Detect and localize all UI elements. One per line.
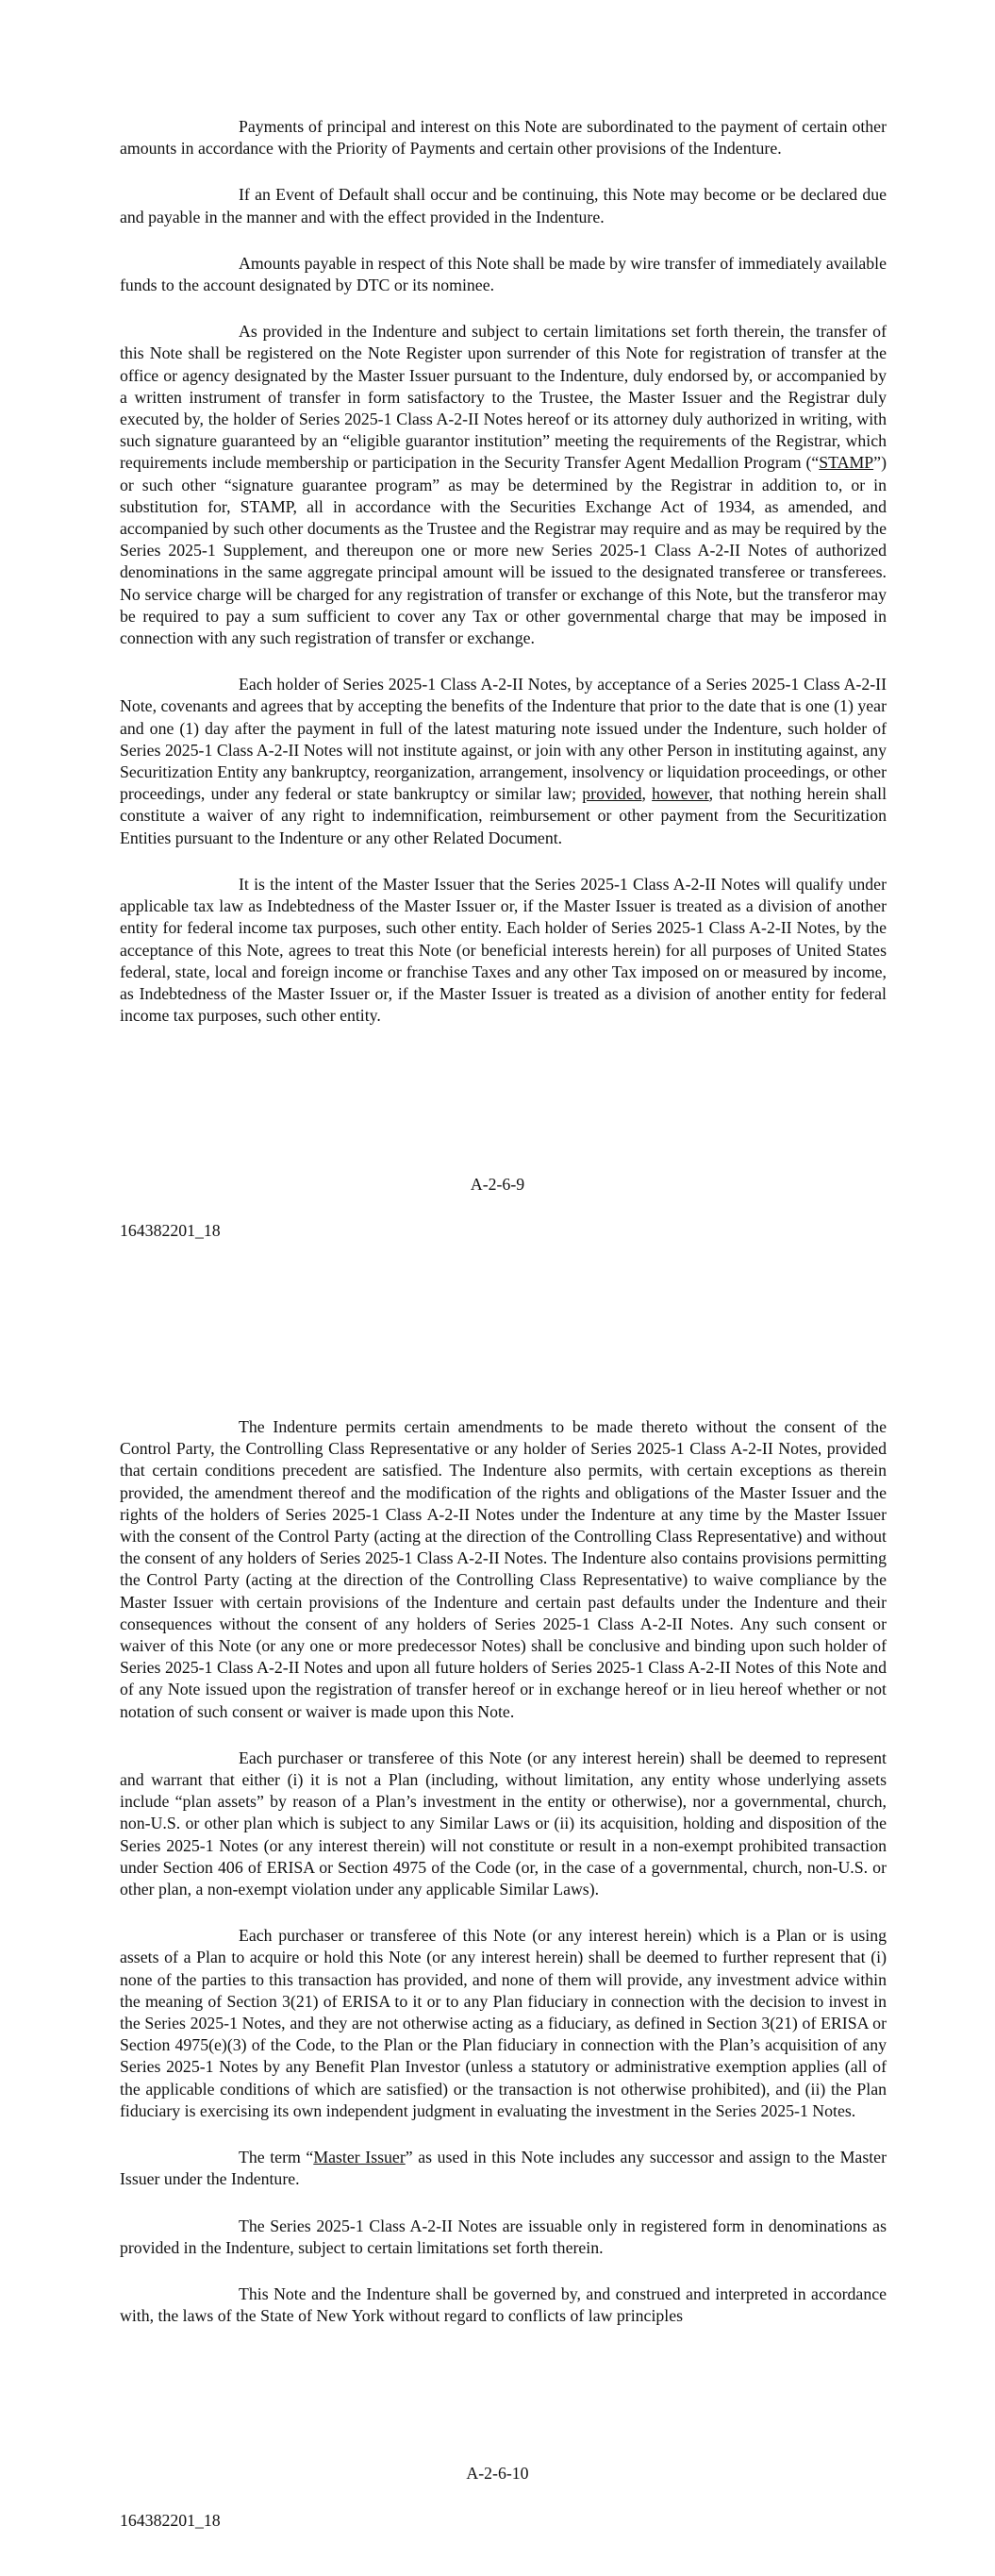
text-segment: ” as used in this Note includes any successor and assign to the Master Issuer under the Indenture.	[120, 2148, 887, 2189]
paragraph-governing-law: This Note and the Indenture shall be governed by, and construed and interpreted in accordance with, the laws of the State of New York without regard to conflicts of law principles	[120, 2283, 887, 2326]
paragraph-amendments: The Indenture permits certain amendments to be made thereto without the consent of the Control Party, the Controlling Class Representative or any holder of Series 2025-1 Class A-2-II Notes, provided that certain conditions precedent are satisfied. The Indenture also permits, with certain exceptions as therein provided, the amendment thereof and the modification of the rights and obligations of the Master Issuer and the rights of the holders of Series 2025-1 Class A-2-II Notes under the Indenture at any time by the Master Issuer with the consent of the Control Party (acting at the direction of the Controlling Class Representative) and without the consent of any holders of Series 2025-1 Class A-2-II Notes. The Indenture also contains provisions permitting the Control Party (acting at the direction of the Controlling Class Representative) to waive compliance by the Master Issuer with certain provisions of the Indenture and certain past defaults under the Indenture and their consequences without the consent of any holders of Series 2025-1 Class A-2-II Notes. Any such consent or waiver of this Note (or any one or more predecessor Notes) shall be conclusive and binding upon such holder of Series 2025-1 Class A-2-II Notes and upon all future holders of Series 2025-1 Class A-2-II Notes of this Note and of any Note issued upon the registration of transfer hereof or in exchange hereof or in lieu hereof whether or not notation of such consent or waiver is made upon this Note.	[120, 1417, 887, 1721]
defined-term-master-issuer: Master Issuer	[313, 2148, 406, 2167]
paragraph-registered-form: The Series 2025-1 Class A-2-II Notes are issuable only in registered form in denominations as provided in the Indenture, subject to certain limitations set forth therein.	[120, 2216, 887, 2257]
page-body	[120, 116, 887, 1051]
paragraph-erisa-representation: Each purchaser or transferee of this Note (or any interest herein) shall be deemed to represent and warrant that either (i) it is not a Plan (including, without limitation, any entity whose underlying assets include “plan assets” by reason of a Plan’s investment in the entity or otherwise), nor a governmental, church, non-U.S. or other plan which is subject to any Similar Laws or (ii) its acquisition, holding and disposition of the Series 2025-1 Notes (or any interest therein) will not constitute or result in a non-exempt prohibited transaction under Section 406 of ERISA or Section 4975 of the Code (or, in the case of a governmental, church, non-U.S. or other plan, a non-exempt violation under any applicable Similar Laws).	[120, 1748, 887, 1899]
paragraph-subordination: Payments of principal and interest on this Note are subordinated to the payment of certain other amounts in accordance with the Priority of Payments and certain other provisions of the Indenture.	[120, 117, 887, 159]
defined-term-stamp: STAMP	[819, 453, 874, 473]
text-segment: Each holder of Series 2025-1 Class A-2-II Notes, by acceptance of a Series 2025-1 Class A-2-II Note, covenants and agrees that by accepting the benefits of the Indenture that prior to the date that is one (1) year and one (1) day after the payment in full of the latest maturing note issued under the Indenture, such holder of Series 2025-1 Class A-2-II Notes will not institute against, or join with any other Person in instituting against, any Securitization Entity any bankruptcy, reorganization, arrangement, insolvency or liquidation proceedings, or other proceedings, under any federal or state bankruptcy or similar law;	[120, 675, 887, 804]
document-id: 164382201_18	[120, 1221, 221, 1240]
text-segment: The term “	[239, 2148, 314, 2167]
paragraph-non-petition	[120, 674, 887, 849]
paragraph-plan-fiduciary: Each purchaser or transferee of this Note (or any interest herein) which is a Plan or is using assets of a Plan to acquire or hold this Note (or any interest herein) shall be deemed to further represent that (i) none of the parties to this transaction has provided, and none of them will provide, any investment advice within the meaning of Section 3(21) of ERISA to it or to any Plan fiduciary in connection with the decision to invest in the Series 2025-1 Notes, and they are not otherwise acting as a fiduciary, as defined in Section 3(21) of ERISA or Section 4975(e)(3) of the Code, to the Plan or the Plan fiduciary in connection with the Plan’s acquisition of any Series 2025-1 Notes by any Benefit Plan Investor (unless a statutory or administrative exemption applies (all of the applicable conditions of which are satisfied) or the transaction is not otherwise prohibited), and (ii) the Plan fiduciary is exercising its own independent judgment in evaluating the investment in the Series 2025-1 Notes.	[120, 1926, 887, 2120]
term-provided: provided	[582, 784, 642, 804]
document-id: 164382201_18	[120, 2511, 221, 2530]
text-segment: As provided in the Indenture and subject to certain limitations set forth therein, the transfer of this Note shall be registered on the Note Register upon surrender of this Note for registration of transfer at the office or agency designated by the Master Issuer pursuant to the Indenture, duly endorsed by, or accompanied by a written instrument of transfer in form satisfactory to the Trustee, the Master Issuer and the Registrar duly executed by, the holder of Series 2025-1 Class A-2-II Notes hereof or its attorney duly authorized in writing, with such signature guaranteed by an “eligible guarantor institution” meeting the requirements of the Registrar, which requirements include membership or participation in the Security Transfer Agent Medallion Program (“	[120, 322, 887, 473]
page-number: A-2-6-10	[466, 2464, 529, 2483]
paragraph-wire-transfer: Amounts payable in respect of this Note shall be made by wire transfer of immediately available funds to the account designated by DTC or its nominee.	[120, 253, 887, 295]
page-body	[120, 1416, 887, 2351]
paragraph-tax-treatment: It is the intent of the Master Issuer that the Series 2025-1 Class A-2-II Notes will qualify under applicable tax law as Indebtedness of the Master Issuer or, if the Master Issuer is treated as a division of another entity for federal income tax purposes, such other entity. Each holder of Series 2025-1 Class A-2-II Notes, by the acceptance of this Note, agrees to treat this Note (or beneficial interests herein) for all purposes of United States federal, state, local and foreign income or franchise Taxes and any other Tax imposed on or measured by income, as Indebtedness of the Master Issuer or, if the Master Issuer is treated as a division of another entity for federal income tax purposes, such other entity.	[120, 874, 887, 1026]
text-segment: ”) or such other “signature guarantee program” as may be determined by the Registrar in addition to, or in substitution for, STAMP, all in accordance with the Securities Exchange Act of 1934, as amended, and accompanied by such other documents as the Trustee and the Registrar may require and as may be required by the Series 2025-1 Supplement, and thereupon one or more new Series 2025-1 Class A-2-II Notes of authorized denominations in the same aggregate principal amount will be issued to the designated transferee or transferees. No service charge will be charged for any registration of transfer or exchange of this Note, but the transferor may be required to pay a sum sufficient to cover any Tax or other governmental charge that may be imposed in connection with any such registration of transfer or exchange.	[120, 453, 887, 648]
paragraph-event-of-default: If an Event of Default shall occur and be continuing, this Note may become or be declared due and payable in the manner and with the effect provided in the Indenture.	[120, 185, 887, 226]
text-segment: , that nothing herein shall constitute a waiver of any right to indemnification, reimbursement or other payment from the Securitization Entities pursuant to the Indenture or any other Related Document.	[120, 784, 887, 847]
page-number: A-2-6-9	[470, 1175, 525, 1194]
term-however: however	[652, 784, 709, 804]
paragraph-transfer-registration	[120, 321, 887, 649]
document-page-2	[0, 1288, 995, 2576]
text-segment: ,	[641, 784, 653, 804]
paragraph-master-issuer-term	[120, 2147, 887, 2190]
